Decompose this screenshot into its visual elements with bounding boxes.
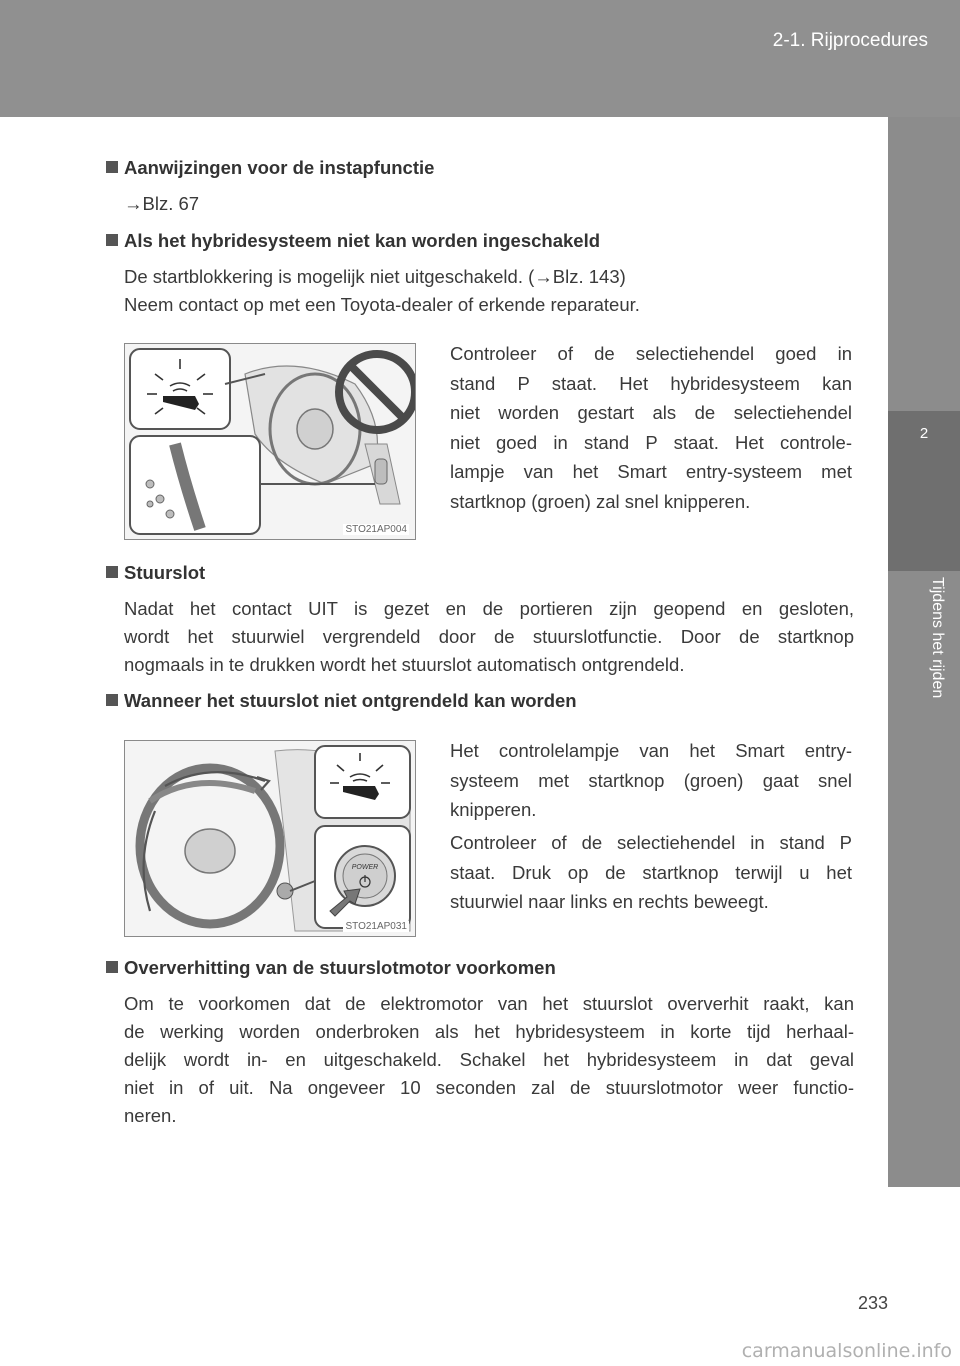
heading-text: Aanwijzingen voor de instapfunctie (124, 157, 435, 178)
heading-text: Wanneer het stuurslot niet ontgrendeld kan worden (124, 690, 577, 711)
page-reference: →Blz. 67 (124, 193, 200, 214)
caption-line: niet worden gestart als de selectiehendel (450, 402, 852, 423)
caption-line: knipperen. (450, 799, 537, 820)
caption-line: systeem met startknop (groen) gaat snel (450, 769, 852, 791)
header-band (0, 0, 960, 117)
caption-line: niet goed in stand P staat. Het controle- (450, 431, 852, 453)
bullet-square-icon (106, 961, 118, 973)
body-line: Nadat het contact UIT is gezet en de portieren zijn geopend en gesloten, (124, 598, 854, 619)
section-heading-instapfunctie (106, 157, 434, 179)
bullet-square-icon (106, 161, 118, 173)
section-heading-stuurslot (106, 562, 205, 584)
body-line: neren. (124, 1105, 177, 1126)
power-label: POWER (351, 864, 379, 871)
caption-line: staat. Druk op de startknop terwijl u het (450, 861, 852, 883)
figure-caption-shift-lever (450, 339, 852, 516)
figure-steering-wheel (124, 740, 416, 937)
section-body (124, 263, 854, 319)
shift-lever-illustration (125, 344, 415, 539)
breadcrumb: 2-1. Rijprocedures (772, 30, 928, 51)
figure-shift-lever (124, 343, 416, 540)
body-line: wordt het stuurwiel vergrendeld door de stuurslotfunctie. Door de startknop (124, 626, 854, 647)
steering-wheel-illustration (125, 741, 415, 936)
figure-caption-steering-a (450, 736, 852, 825)
figure-code: STO21AP004 (345, 524, 407, 535)
caption-line: Controleer of de selectiehendel in stand P (450, 832, 852, 853)
caption-line: lampje van het Smart entry-systeem met (450, 461, 852, 482)
bullet-square-icon (106, 234, 118, 246)
body-line: nogmaals in te drukken wordt het stuurslot automatisch ontgrendeld. (124, 654, 685, 675)
caption-line: stuurwiel naar links en rechts beweegt. (450, 891, 769, 912)
caption-line: Controleer of de selectiehendel goed in (450, 343, 852, 364)
body-line: niet in of uit. Na ongeveer 10 seconden zal de stuurslotmotor weer functio- (124, 1077, 854, 1098)
section-body (124, 990, 854, 1130)
section-body (124, 595, 854, 679)
page-number: 233 (857, 1293, 888, 1313)
body-line: Om te voorkomen dat de elektromotor van het stuurslot oververhit raakt, kan (124, 993, 854, 1014)
heading-text: Stuurslot (124, 562, 206, 583)
section-ref (124, 190, 854, 218)
body-line: de werking worden onderbroken als het hybridesysteem in korte tijd herhaal- (124, 1021, 854, 1042)
bullet-square-icon (106, 566, 118, 578)
heading-text: Als het hybridesysteem niet kan worden ingeschakeld (124, 230, 601, 251)
chapter-side-tab (888, 117, 960, 1187)
body-line: delijk wordt in- en uitgeschakeld. Schakel het hybridesysteem in dat geval (124, 1049, 854, 1070)
chapter-label: Tijdens het rijden (929, 577, 946, 699)
bullet-square-icon (106, 694, 118, 706)
caption-line: Het controlelampje van het Smart entry- (450, 740, 852, 761)
watermark: carmanualsonline.info (741, 1340, 952, 1362)
section-heading-hybridesysteem (106, 230, 600, 252)
caption-line: startknop (groen) zal snel knipperen. (450, 490, 751, 512)
caption-line: stand P staat. Het hybridesysteem kan (450, 372, 852, 394)
body-line: De startblokkering is mogelijk niet uitgeschakeld. (→Blz. 143) (124, 266, 626, 287)
figure-caption-steering-b (450, 828, 852, 917)
section-heading-stuurslot-ontgrendeld (106, 690, 577, 712)
body-line: Neem contact op met een Toyota-dealer of erkende reparateur. (124, 294, 640, 315)
figure-code: STO21AP031 (345, 921, 407, 932)
heading-text: Oververhitting van de stuurslotmotor voorkomen (124, 957, 556, 978)
section-heading-oververhitting (106, 957, 556, 979)
chapter-number: 2 (919, 425, 929, 442)
